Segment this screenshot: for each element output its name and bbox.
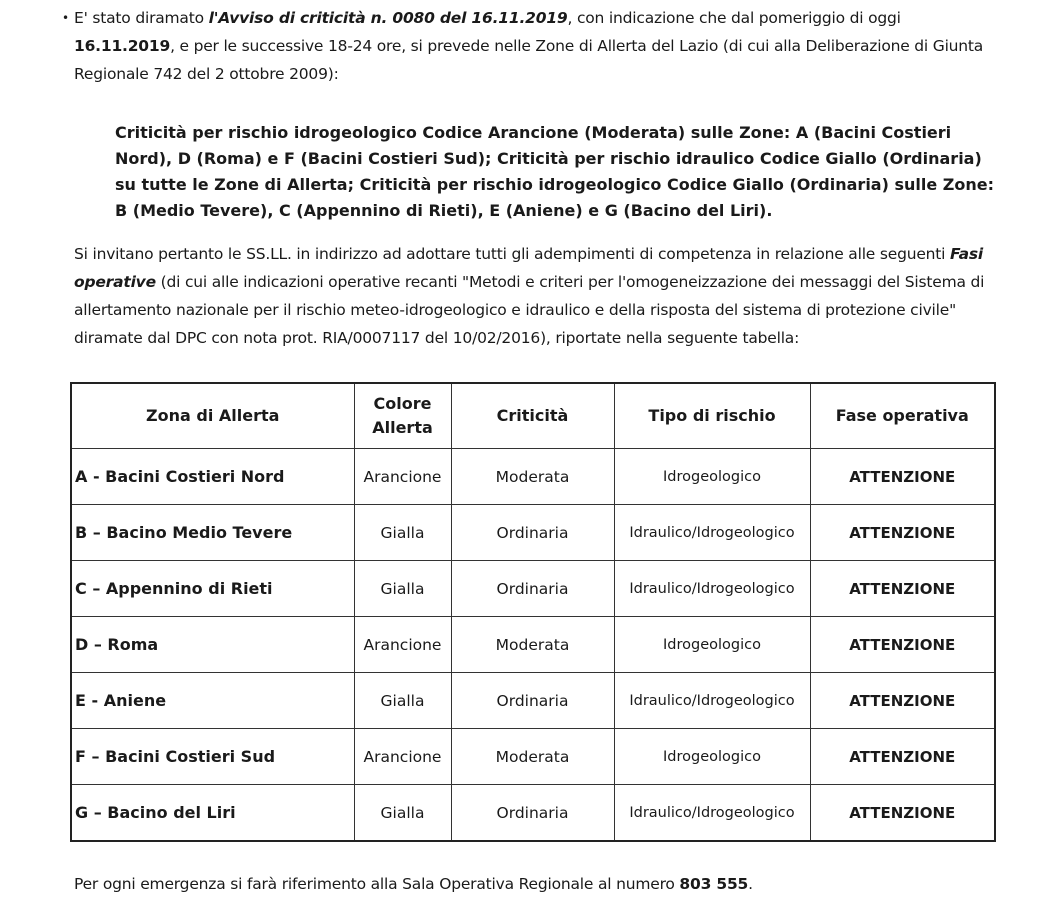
- color-cell: Arancione: [354, 617, 451, 673]
- criticality-cell: Ordinaria: [451, 561, 614, 617]
- header-color: Colore Allerta: [354, 383, 451, 449]
- emergency-number: 803 555: [679, 875, 749, 893]
- color-cell: Arancione: [354, 729, 451, 785]
- table-header-row: [71, 383, 995, 449]
- color-cell: Arancione: [354, 449, 451, 505]
- color-cell: Gialla: [354, 673, 451, 729]
- header-phase: Fase operativa: [810, 383, 995, 449]
- fasi-operative: Fasi operative: [74, 245, 984, 291]
- criticality-cell: Moderata: [451, 729, 614, 785]
- header-zone: Zona di Allerta: [71, 383, 354, 449]
- phase-cell: ATTENZIONE: [810, 729, 995, 785]
- footer-end: .: [748, 875, 753, 893]
- zone-cell: E - Aniene: [71, 673, 354, 729]
- footer-note: [74, 870, 994, 898]
- footer-text: Per ogni emergenza si farà riferimento alla Sala Operativa Regionale al numero: [74, 875, 680, 893]
- risk-type-cell: Idraulico/Idrogeologico: [614, 673, 810, 729]
- risk-type-cell: Idrogeologico: [614, 449, 810, 505]
- criticality-cell: Moderata: [451, 449, 614, 505]
- risk-type-cell: Idrogeologico: [614, 617, 810, 673]
- zone-cell: A - Bacini Costieri Nord: [71, 449, 354, 505]
- risk-type-cell: Idraulico/Idrogeologico: [614, 785, 810, 842]
- phase-cell: ATTENZIONE: [810, 617, 995, 673]
- intro-date: 16.11.2019: [74, 37, 171, 55]
- phase-cell: ATTENZIONE: [810, 561, 995, 617]
- risk-type-cell: Idrogeologico: [614, 729, 810, 785]
- bullet-icon: •: [62, 11, 69, 25]
- table-row: [71, 785, 995, 842]
- phase-cell: ATTENZIONE: [810, 785, 995, 842]
- intro-text-3: , e per le successive 18-24 ore, si prevede nelle Zone di Allerta del Lazio (di cui alla Deliberazione di Giunta Regionale 742 del 2 ottobre 2009):: [74, 37, 984, 83]
- table-row: [71, 729, 995, 785]
- header-criticality: Criticità: [451, 383, 614, 449]
- zone-cell: C – Appennino di Rieti: [71, 561, 354, 617]
- invite-text-2: (di cui alle indicazioni operative recanti "Metodi e criteri per l'omogeneizzazione dei messaggi del Sistema di allertamento nazionale per il rischio meteo-idrogeologico e idraulico e della risposta del sistema di protezione civile" diramate dal DPC con nota prot. RIA/0007117 del 10/02/2016), riportate nella seguente tabella:: [74, 273, 985, 347]
- table-row: [71, 561, 995, 617]
- color-cell: Gialla: [354, 561, 451, 617]
- criticality-cell: Moderata: [451, 617, 614, 673]
- intro-text-1: E' stato diramato: [74, 9, 209, 27]
- zone-cell: B – Bacino Medio Tevere: [71, 505, 354, 561]
- phase-cell: ATTENZIONE: [810, 449, 995, 505]
- intro-text-2: , con indicazione che dal pomeriggio di oggi: [567, 9, 901, 27]
- zone-cell: F – Bacini Costieri Sud: [71, 729, 354, 785]
- criticality-summary: Criticità per rischio idrogeologico Codice Arancione (Moderata) sulle Zone: A (Bacini Costieri Nord), D (Roma) e F (Bacini Costieri Sud); Criticità per rischio idraulico Codice Giallo (Ordinaria) su tutte le Zone di Allerta; Criticità per rischio idrogeologico Codice Giallo (Ordinaria) sulle Zone: B (Medio Tevere), C (Appennino di Rieti), E (Aniene) e G (Bacino del Liri).: [115, 123, 995, 220]
- table-row: [71, 505, 995, 561]
- invite-paragraph: [74, 240, 994, 352]
- risk-type-cell: Idraulico/Idrogeologico: [614, 561, 810, 617]
- color-cell: Gialla: [354, 785, 451, 842]
- risk-type-cell: Idraulico/Idrogeologico: [614, 505, 810, 561]
- avviso-reference: l'Avviso di criticità n. 0080 del 16.11.2019: [208, 9, 568, 27]
- table-row: [71, 449, 995, 505]
- criticality-cell: Ordinaria: [451, 673, 614, 729]
- phase-cell: ATTENZIONE: [810, 673, 995, 729]
- zone-cell: G – Bacino del Liri: [71, 785, 354, 842]
- zone-cell: D – Roma: [71, 617, 354, 673]
- alert-zones-table: [70, 382, 996, 842]
- phase-cell: ATTENZIONE: [810, 505, 995, 561]
- header-risk-type: Tipo di rischio: [614, 383, 810, 449]
- table-row: [71, 673, 995, 729]
- color-cell: Gialla: [354, 505, 451, 561]
- criticality-cell: Ordinaria: [451, 785, 614, 842]
- intro-paragraph: [62, 4, 994, 88]
- table-row: [71, 617, 995, 673]
- criticality-cell: Ordinaria: [451, 505, 614, 561]
- invite-text-1: Si invitano pertanto le SS.LL. in indirizzo ad adottare tutti gli adempimenti di competenza in relazione alle seguenti: [74, 245, 951, 263]
